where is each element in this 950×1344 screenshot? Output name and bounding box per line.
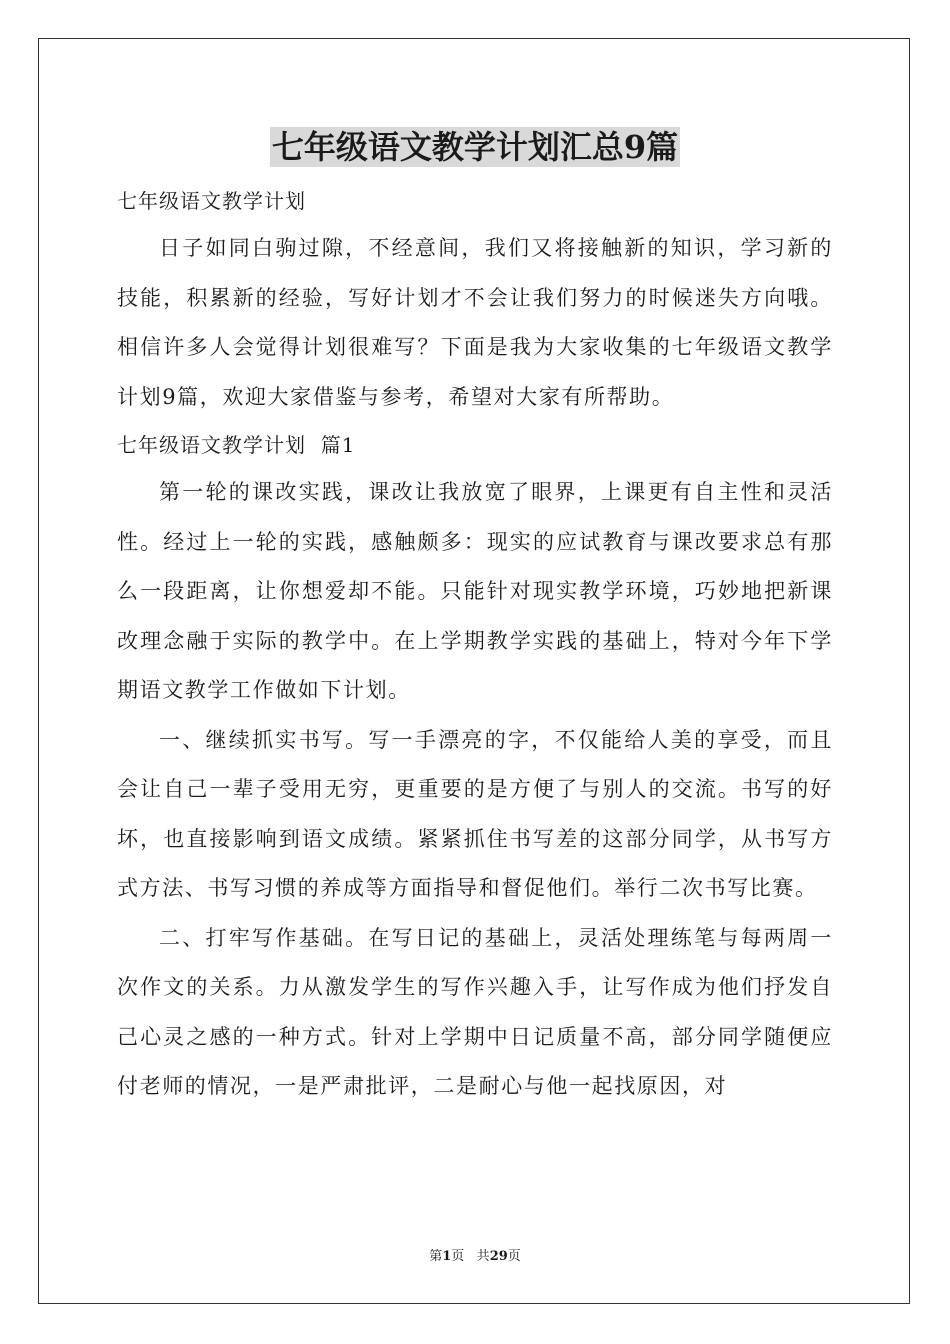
intro-paragraph: 日子如同白驹过隙，不经意间，我们又将接触新的知识，学习新的技能，积累新的经验，写好计划才不会让我们努力的时候迷失方向哦。相信许多人会觉得计划很难写？下面是我为大家收集的七年级语文教学计划9篇，欢迎大家借鉴与参考，希望对大家有所帮助。 (117, 236, 833, 409)
total-prefix: 共 (476, 1249, 490, 1264)
total-pages-number: 29 (489, 1249, 508, 1264)
page-suffix: 页 (451, 1249, 465, 1264)
current-page-number: 1 (442, 1249, 452, 1264)
body-paragraph: 二、打牢写作基础。在写日记的基础上，灵活处理练笔与每两周一次作文的关系。力从激发学生的写作兴趣入手，让写作成为他们抒发自己心灵之感的一种方式。针对上学期中日记质量不高，部分同学随便应付老师的情况，一是严肃批评，二是耐心与他一起找原因，对 (117, 925, 833, 1098)
page-footer (0, 1248, 950, 1266)
section-heading: 七年级语文教学计划 (117, 189, 306, 213)
total-suffix: 页 (507, 1249, 521, 1264)
document-title: 七年级语文教学计划汇总9篇 (271, 128, 679, 166)
title-area (0, 127, 950, 167)
part1-heading: 七年级语文教学计划 篇1 (117, 433, 356, 457)
body-paragraph: 一、继续抓实书写。写一手漂亮的字，不仅能给人美的享受，而且会让自己一辈子受用无穷，更重要的是方便了与别人的交流。书写的好坏，也直接影响到语文成绩。紧紧抓住书写差的这部分同学，从书写方式方法、书写习惯的养成等方面指导和督促他们。举行二次书写比赛。 (117, 727, 833, 900)
page-prefix: 第 (429, 1249, 443, 1264)
body-paragraph: 第一轮的课改实践，课改让我放宽了眼界，上课更有自主性和灵活性。经过上一轮的实践，感触颇多：现实的应试教育与课改要求总有那么一段距离，让你想爱却不能。只能针对现实教学环境，巧妙地把新课改理念融于实际的教学中。在上学期教学实践的基础上，特对今年下学期语文教学工作做如下计划。 (117, 480, 833, 702)
document-body (117, 178, 833, 1112)
